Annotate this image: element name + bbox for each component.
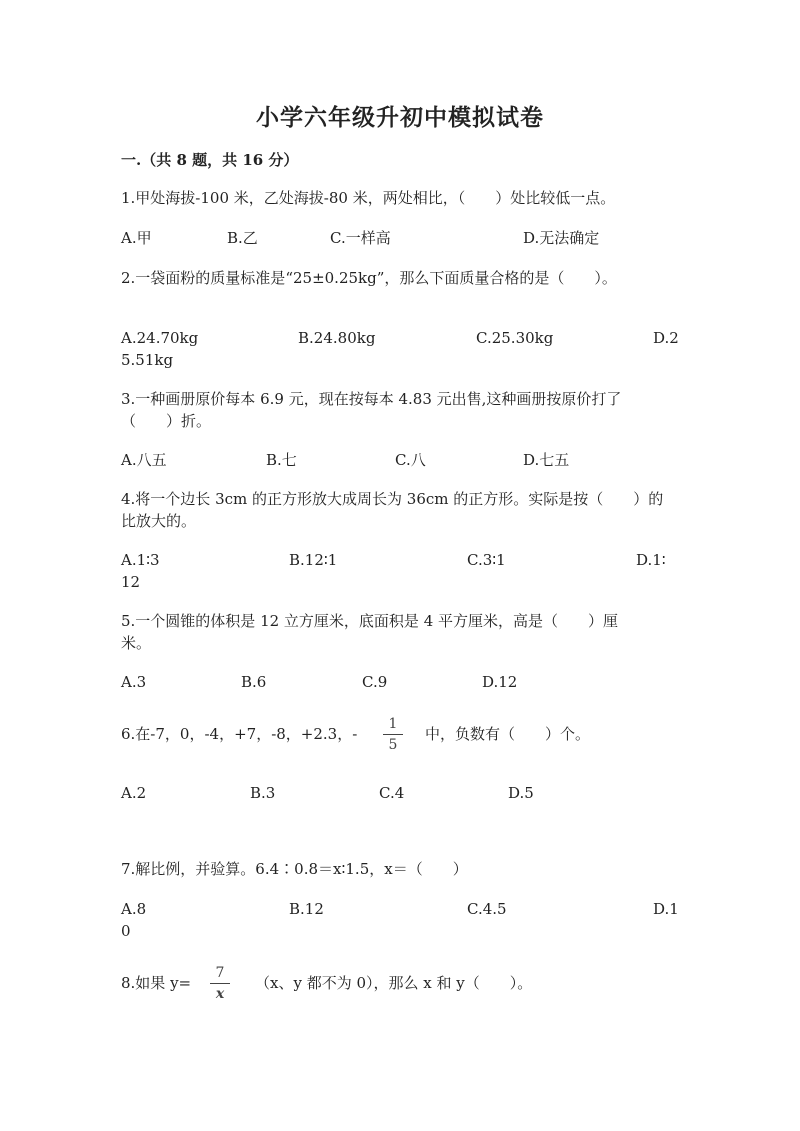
q1-option-c[interactable]: C.一样高 — [330, 229, 391, 247]
question-1-text: 1.甲处海拔-100 米，乙处海拔-80 米，两处相比，（ ）处比较低一点。 — [121, 189, 616, 207]
q7-option-c[interactable]: C.4.5 — [467, 900, 507, 918]
q4-option-d-wrap: 12 — [121, 573, 141, 591]
fraction-bar — [210, 983, 230, 984]
q7-option-d-wrap: 0 — [121, 922, 131, 940]
q7-option-b[interactable]: B.12 — [289, 900, 324, 918]
question-3-text-line2: （ ）折。 — [121, 412, 212, 430]
question-7-text: 7.解比例，并验算。6.4∶0.8＝x∶1.5，x＝（ ） — [121, 860, 468, 878]
q7-option-d[interactable]: D.1 — [653, 900, 679, 918]
q3-option-c[interactable]: C.八 — [395, 451, 426, 469]
q3-option-b[interactable]: B.七 — [266, 451, 297, 469]
q6-option-a[interactable]: A.2 — [121, 784, 147, 802]
section-heading: 一.（共 8 题，共 16 分） — [121, 151, 299, 169]
fraction-bar — [383, 734, 403, 735]
q4-option-a[interactable]: A.1∶3 — [121, 551, 160, 569]
q3-option-a[interactable]: A.八五 — [121, 451, 167, 469]
q1-option-a[interactable]: A.甲 — [121, 229, 152, 247]
question-5-text-line2: 米。 — [121, 634, 152, 652]
question-4-text-line2: 比放大的。 — [121, 512, 197, 530]
question-5-text: 5.一个圆锥的体积是 12 立方厘米，底面积是 4 平方厘米，高是（ ）厘 — [121, 612, 619, 630]
q6-option-d[interactable]: D.5 — [508, 784, 534, 802]
question-8-text-end: （x、y 都不为 0），那么 x 和 y（ ）。 — [255, 974, 533, 992]
q2-option-b[interactable]: B.24.80kg — [298, 329, 376, 347]
question-6-text-end: 中，负数有（ ）个。 — [425, 725, 591, 743]
q6-option-c[interactable]: C.4 — [379, 784, 405, 802]
q2-option-a[interactable]: A.24.70kg — [121, 329, 199, 347]
fraction-numerator: 1 — [388, 716, 398, 732]
q5-option-a[interactable]: A.3 — [121, 673, 147, 691]
q4-option-c[interactable]: C.3∶1 — [467, 551, 506, 569]
q1-option-b[interactable]: B.乙 — [227, 229, 258, 247]
fraction-one-fifth — [383, 716, 403, 753]
q5-option-d[interactable]: D.12 — [482, 673, 518, 691]
q2-option-d[interactable]: D.2 — [653, 329, 679, 347]
q5-option-c[interactable]: C.9 — [362, 673, 388, 691]
q2-option-d-wrap: 5.51kg — [121, 351, 174, 369]
q5-option-b[interactable]: B.6 — [241, 673, 267, 691]
question-4-text: 4.将一个边长 3cm 的正方形放大成周长为 36cm 的正方形。实际是按（ ）的 — [121, 490, 664, 508]
question-6-text: 6.在-7，0，-4，+7，-8，+2.3，- — [121, 725, 358, 743]
q6-option-b[interactable]: B.3 — [250, 784, 276, 802]
fraction-seven-over-x — [210, 965, 230, 1002]
page-title: 小学六年级升初中模拟试卷 — [256, 104, 544, 131]
q7-option-a[interactable]: A.8 — [121, 900, 147, 918]
question-2-text: 2.一袋面粉的质量标准是“25±0.25kg”，那么下面质量合格的是（ ）。 — [121, 269, 617, 287]
q3-option-d[interactable]: D.七五 — [523, 451, 570, 469]
q2-option-c[interactable]: C.25.30kg — [476, 329, 554, 347]
fraction-numerator: 7 — [215, 965, 225, 981]
fraction-denominator: 5 — [388, 737, 398, 753]
q4-option-b[interactable]: B.12∶1 — [289, 551, 338, 569]
q1-option-d[interactable]: D.无法确定 — [523, 229, 600, 247]
question-3-text: 3.一种画册原价每本 6.9 元，现在按每本 4.83 元出售,这种画册按原价打了 — [121, 390, 622, 408]
fraction-denominator: x — [215, 986, 225, 1002]
q4-option-d[interactable]: D.1∶ — [636, 551, 666, 569]
question-8-text: 8.如果 y= — [121, 974, 192, 992]
